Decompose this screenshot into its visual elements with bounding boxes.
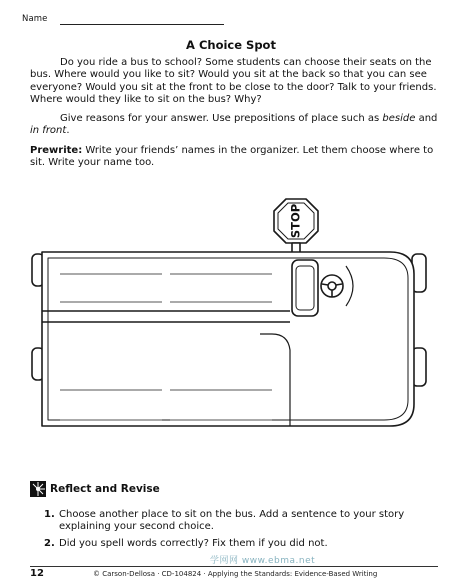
- reasons-text-start: Give reasons for your answer. Use prepositions of place such as: [60, 113, 383, 124]
- reasons-example-beside: beside: [382, 113, 416, 124]
- prewrite-text: Write your friends’ names in the organizer. Let them choose where to sit. Write your name too.: [30, 145, 434, 169]
- reasons-paragraph: [30, 113, 438, 138]
- watermark: 学网网 www.ebma.net: [210, 556, 316, 566]
- footer-divider: [30, 566, 438, 567]
- list-item-text: Did you spell words correctly? Fix them if you did not.: [59, 538, 328, 549]
- intro-paragraph: [30, 57, 438, 107]
- reasons-example-in-front: in front: [30, 125, 67, 137]
- reasons-text-mid: and: [415, 113, 438, 124]
- name-write-line[interactable]: [60, 24, 224, 25]
- reflect-heading: Reflect and Revise: [50, 483, 160, 495]
- intro-paragraph-text: Do you ride a bus to school? Some students can choose their seats on the bus. Where would you like to sit? Would you sit at the back so that you can see everyone? Would you sit at the front to be close to the door? Talk to your friends. Where would they like to sit on the bus? Why?: [30, 57, 437, 106]
- reasons-text-end: .: [66, 125, 70, 137]
- footer-credit: © Carson-Dellosa · CD-104824 · Applying the Standards: Evidence-Based Writing: [93, 570, 378, 578]
- prewrite-instructions: [30, 145, 438, 170]
- stop-sign-text: STOP: [288, 203, 303, 239]
- prewrite-label: Prewrite:: [30, 145, 83, 156]
- name-label: Name: [22, 14, 48, 24]
- bus-organizer: [30, 194, 430, 434]
- page-title: A Choice Spot: [186, 38, 276, 52]
- bus-body: [42, 252, 414, 426]
- list-item-text: Choose another place to sit on the bus. Add a sentence to your story explaining your second choice.: [59, 509, 405, 533]
- starburst-icon: [30, 481, 46, 497]
- list-item-number: 1.: [44, 509, 55, 520]
- page-number: 12: [30, 568, 44, 579]
- list-item-number: 2.: [44, 538, 55, 549]
